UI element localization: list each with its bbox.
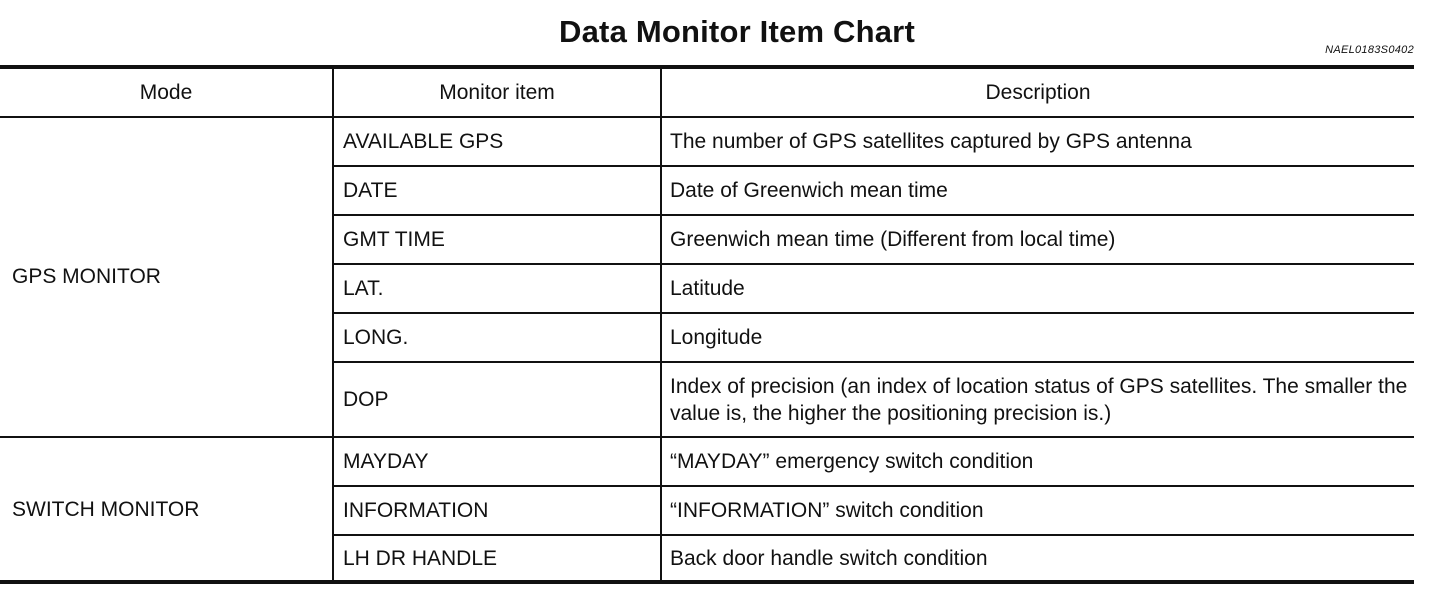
monitor-item-cell: DOP (333, 362, 661, 437)
description-cell: Back door handle switch condition (661, 535, 1414, 581)
monitor-item-cell: DATE (333, 166, 661, 215)
bottom-rule (0, 580, 1414, 584)
monitor-item-cell: GMT TIME (333, 215, 661, 264)
monitor-item-cell: LAT. (333, 264, 661, 313)
table-header-row (0, 69, 1414, 117)
description-cell: Longitude (661, 313, 1414, 362)
column-header-mode: Mode (0, 69, 333, 117)
description-cell: Latitude (661, 264, 1414, 313)
monitor-item-cell: INFORMATION (333, 486, 661, 535)
document-code: NAEL0183S0402 (1325, 44, 1414, 56)
monitor-item-cell: LH DR HANDLE (333, 535, 661, 581)
mode-cell-gps-monitor: GPS MONITOR (0, 117, 333, 437)
description-cell: Index of precision (an index of location status of GPS satellites. The smaller the value is, the higher the positioning precision is.) (661, 362, 1414, 437)
table-row (0, 437, 1414, 486)
monitor-item-table (0, 69, 1414, 581)
column-header-monitor-item: Monitor item (333, 69, 661, 117)
monitor-item-cell: MAYDAY (333, 437, 661, 486)
table-row (0, 117, 1414, 166)
monitor-item-cell: LONG. (333, 313, 661, 362)
description-cell: Date of Greenwich mean time (661, 166, 1414, 215)
description-cell: “MAYDAY” emergency switch condition (661, 437, 1414, 486)
mode-cell-switch-monitor: SWITCH MONITOR (12, 497, 200, 521)
description-cell: “INFORMATION” switch condition (661, 486, 1414, 535)
page-title: Data Monitor Item Chart (559, 14, 915, 49)
column-header-description: Description (661, 69, 1414, 117)
description-cell: The number of GPS satellites captured by GPS antenna (661, 117, 1414, 166)
monitor-item-cell: AVAILABLE GPS (333, 117, 661, 166)
description-cell: Greenwich mean time (Different from local time) (661, 215, 1414, 264)
